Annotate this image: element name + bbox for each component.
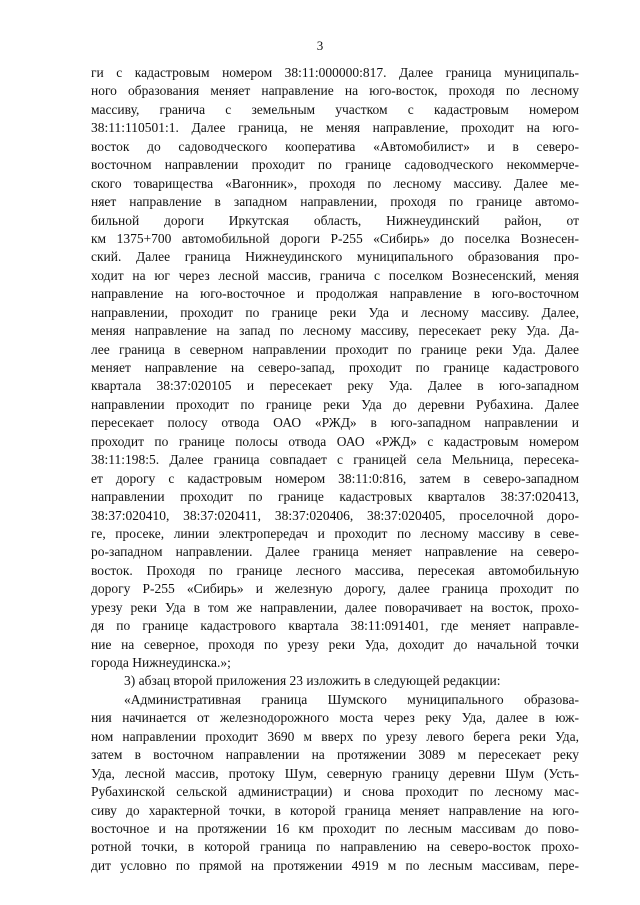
text-line: восточном направлении проходит по границе садоводческого некоммерче- xyxy=(91,157,579,173)
text-line: ния начинается от железнодорожного моста через реку Уда, далее в юж- xyxy=(91,710,579,726)
text-line: ет дорогу с кадастровым номером 38:11:0:816, затем в северо-западном xyxy=(91,470,579,486)
body-text xyxy=(91,64,579,875)
text-line: «Административная граница Шумского муниципального образова- xyxy=(124,691,579,707)
text-line: направлении проходит по границе реки Уда до деревни Рубахина. Далее xyxy=(91,396,579,412)
text-line: направлении, проходит по границе реки Уда и лесному массиву. Далее, xyxy=(91,304,579,320)
text-line: ского товарищества «Вагонник», проходя по лесному массиву. Далее ме- xyxy=(91,175,579,191)
text-line: города Нижнеудинска.»; xyxy=(91,655,231,670)
text-line: ного образования меняет направление на юго-восток, проходя по лесному xyxy=(91,83,579,99)
text-line: восток до садоводческого кооператива «Автомобилист» и в северо- xyxy=(91,138,579,154)
text-line: направлении проходит по границе кадастровых кварталов 38:37:020413, xyxy=(91,489,579,505)
text-line: Уда, лесной массив, протоку Шум, северную границу деревни Шум (Усть- xyxy=(91,765,579,781)
text-line: ро-западном направлении. Далее граница меняет направление на северо- xyxy=(91,544,579,560)
text-line: ге, просеке, линии электропередач и проходит по лесному массиву в севе- xyxy=(91,525,579,541)
text-line: 3) абзац второй приложения 23 изложить в следующей редакции: xyxy=(124,673,501,689)
text-line: бильной дороги Иркутская область, Нижнеудинский район, от xyxy=(91,212,579,228)
text-line: ние на северное, проходя по урезу реки Уда, доходит до начальной точки xyxy=(91,636,579,652)
text-line: дя по границе кадастрового квартала 38:11:091401, где меняет направле- xyxy=(91,618,579,634)
text-line: ги с кадастровым номером 38:11:000000:817. Далее граница муниципаль- xyxy=(91,65,579,80)
text-line: 38:11:110501:1. Далее граница, не меняя направление, проходит на юго- xyxy=(91,120,579,136)
text-line: ский. Далее граница Нижнеудинского муниципального образования про- xyxy=(91,249,579,265)
text-line: ходит на юг через лесной массив, гранича с поселком Вознесенский, меняя xyxy=(91,267,579,283)
text-line: няет направление в западном направлении, проходя по границе автомо- xyxy=(91,194,579,210)
text-line: массиву, гранича с земельным участком с кадастровым номером xyxy=(91,101,579,117)
text-line: сиву до характерной точки, в которой граница меняет направление на юго- xyxy=(91,802,579,818)
text-line: восток. Проходя по границе лесного массива, пересекая автомобильную xyxy=(91,562,579,578)
text-line: ном направлении проходит 3690 м вверх по урезу левого берега реки Уда, xyxy=(91,728,579,744)
text-line: урезу реки Уда в том же направлении, далее поворачивает на восток, прохо- xyxy=(91,599,579,615)
text-line: затем в восточном направлении на протяжении 3089 м пересекает реку xyxy=(91,747,579,763)
text-line: дорогу Р-255 «Сибирь» и железную дорогу, далее граница проходит по xyxy=(91,581,579,597)
text-line: Рубахинской сельской администрации) и снова проходит по лесному мас- xyxy=(91,784,579,800)
text-line: 38:37:020410, 38:37:020411, 38:37:020406, 38:37:020405, проселочной доро- xyxy=(91,507,579,523)
text-line: лее граница в северном направлении проходит по границе реки Уда. Далее xyxy=(91,341,579,357)
text-line: дит условно по прямой на протяжении 4919 м по лесным массивам, пере- xyxy=(91,857,579,873)
text-line: ротной точки, в которой граница по направлению на северо-восток прохо- xyxy=(91,839,579,855)
text-line: меняет направление на северо-запад, проходит по границе кадастрового xyxy=(91,360,579,375)
text-line: км 1375+700 автомобильной дороги Р-255 «Сибирь» до поселка Вознесен- xyxy=(91,230,579,246)
text-line: меняя направление на запад по лесному массиву, пересекает реку Уда. Да- xyxy=(91,323,579,339)
page-number: 3 xyxy=(316,38,324,53)
text-line: проходит по границе полосы отвода ОАО «РЖД» с кадастровым номером xyxy=(91,433,579,449)
text-line: восточное и на протяжении 16 км проходит по лесным массивам до пово- xyxy=(91,820,579,836)
text-line: квартала 38:37:020105 и пересекает реку Уда. Далее в юго-западном xyxy=(91,378,579,394)
text-line: 38:11:198:5. Далее граница совпадает с границей села Мельница, пересека- xyxy=(91,452,579,468)
text-line: пересекает полосу отвода ОАО «РЖД» в юго-западном направлении и xyxy=(91,415,579,431)
text-line: направление на юго-восточное и продолжая направление в юго-восточном xyxy=(91,286,579,302)
